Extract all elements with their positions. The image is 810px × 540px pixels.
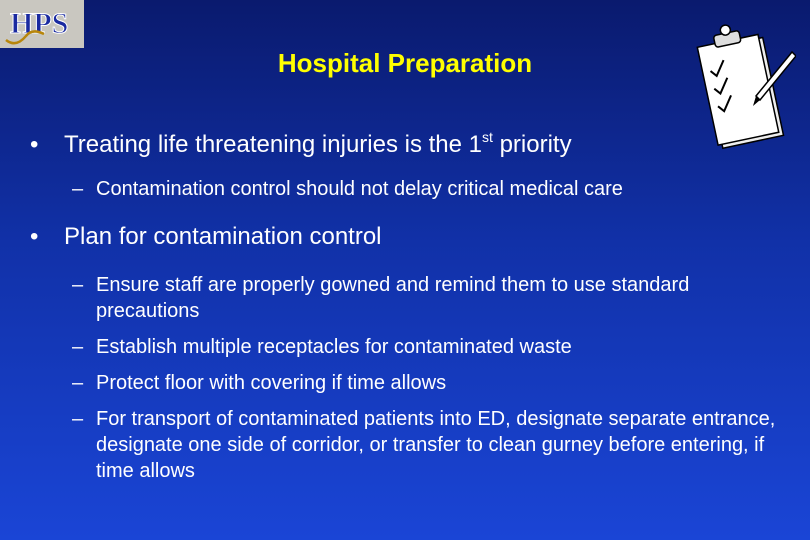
dash-icon: – [72, 274, 84, 296]
bullet-icon: • [30, 223, 39, 250]
sub-bullet-text: For transport of contaminated patients into ED, designate separate entrance, designate one side of corridor, or transfer to clean gurney before entering, if time allows [96, 408, 776, 482]
page-title: Hospital Preparation [277, 48, 533, 78]
dash-icon: – [72, 336, 84, 358]
sub-bullet-item [30, 176, 790, 202]
dash-icon: – [72, 372, 84, 394]
superscript: st [482, 129, 493, 145]
sub-bullet-text: Ensure staff are properly gowned and remind them to use standard precautions [96, 274, 690, 322]
hps-logo-icon [0, 0, 84, 48]
bullet-item-plan [30, 222, 790, 252]
sub-bullet-item [30, 334, 790, 360]
bullet-text: Treating life threatening injuries is the 1 [64, 131, 483, 158]
sub-bullet-item [30, 370, 790, 396]
sub-bullet-text: Protect floor with covering if time allows [96, 372, 447, 394]
bullet-icon: • [30, 131, 39, 158]
bullet-item-priority [30, 130, 790, 160]
logo-text: HPS [10, 7, 69, 40]
bullet-list [30, 130, 790, 484]
sub-bullet-text: Establish multiple receptacles for contaminated waste [96, 336, 572, 358]
sub-bullet-item [30, 272, 790, 324]
dash-icon: – [72, 178, 84, 200]
bullet-text: Plan for contamination control [64, 223, 382, 250]
sub-bullet-text: Contamination control should not delay critical medical care [96, 178, 623, 200]
dash-icon: – [72, 408, 84, 430]
bullet-text-end: priority [492, 131, 572, 158]
sub-bullet-item [30, 406, 790, 484]
